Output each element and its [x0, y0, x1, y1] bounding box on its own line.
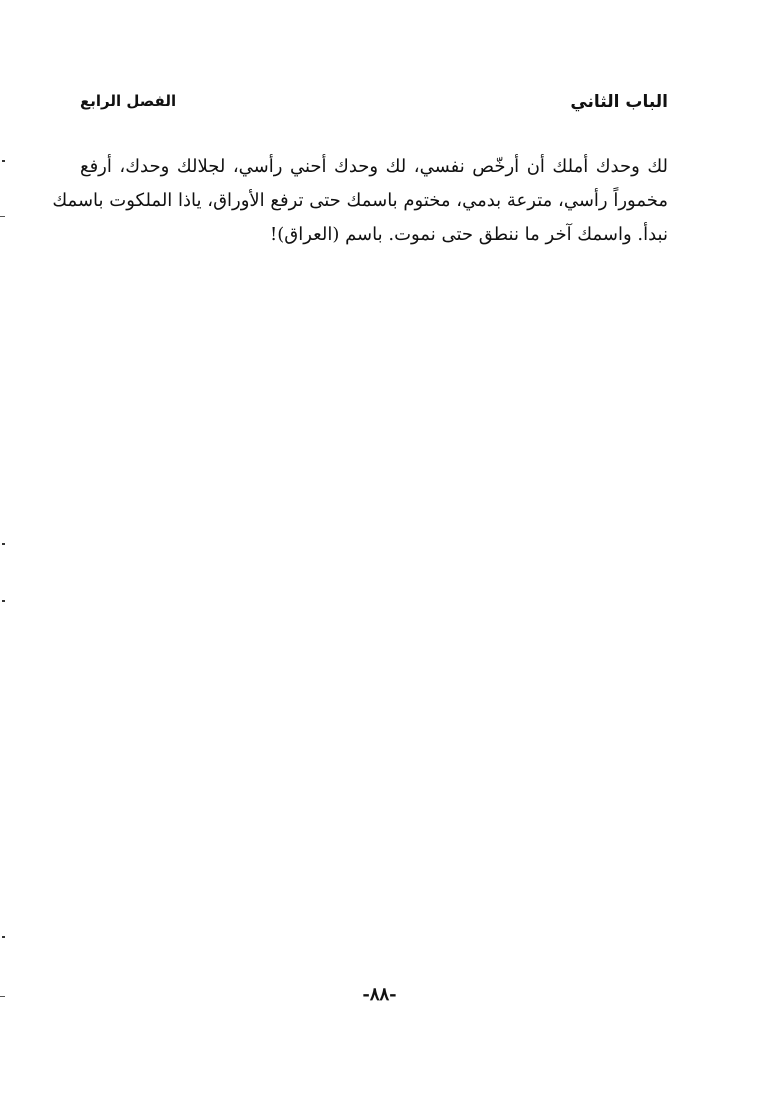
- scan-speck: [2, 600, 5, 602]
- part-title: الباب الثاني: [570, 92, 668, 112]
- scan-speck: [0, 996, 5, 997]
- paragraph-line: مخموراً رأسي، مترعة بدمي، مختوم باسمك حتى ترفع الأوراق، ياذا الملكوت باسمك: [52, 190, 668, 211]
- scan-speck: [2, 160, 5, 162]
- running-header: [80, 92, 668, 122]
- chapter-title: الفصل الرابع: [80, 92, 177, 110]
- scan-speck: [0, 216, 5, 217]
- scan-speck: [2, 543, 5, 545]
- scan-speck: [2, 936, 5, 938]
- paragraph-line: لك وحدك أملك أن أرخّص نفسي، لك وحدك أحني رأسي، لجلالك وحدك، أرفع: [80, 156, 668, 177]
- page-number: -٨٨-: [362, 984, 397, 1005]
- body-paragraph: [52, 150, 668, 252]
- paragraph-line: نبدأ. واسمك آخر ما ننطق حتى نموت. باسم (العراق)!: [270, 224, 668, 245]
